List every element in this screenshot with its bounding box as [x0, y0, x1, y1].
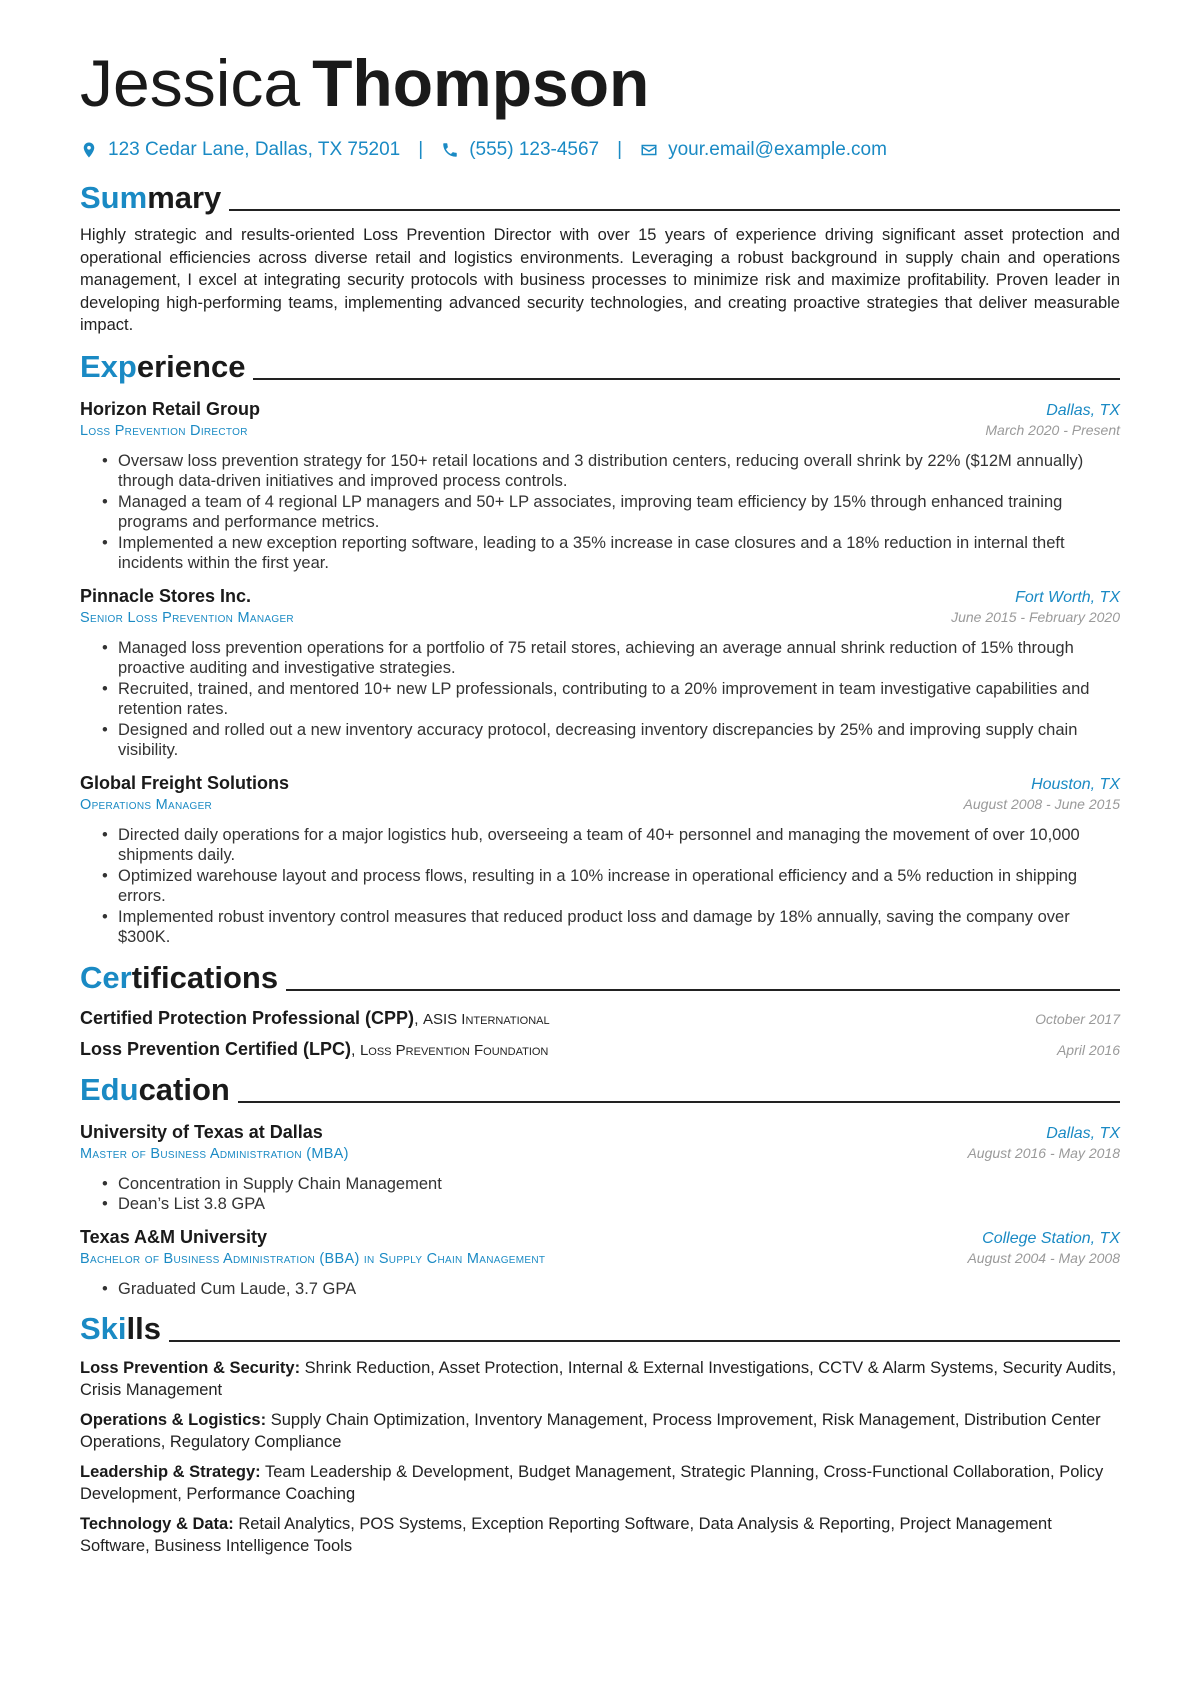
certification-entry: Certified Protection Professional (CPP), ASIS International October 2017	[80, 1007, 1120, 1028]
section-rule	[169, 1340, 1120, 1342]
school-name: Texas A&M University	[80, 1226, 268, 1247]
section-title: Education	[80, 1071, 230, 1107]
employer: Horizon Retail Group	[80, 398, 260, 419]
job-title: Operations Manager	[80, 796, 213, 813]
skill-items: Supply Chain Optimization, Inventory Management, Process Improvement, Risk Management, Distribution Center Operations, Regulatory Compliance	[80, 1411, 1101, 1451]
certification-date: April 2016	[1056, 1041, 1120, 1058]
summary-text: Highly strategic and results-oriented Loss Prevention Director with over 15 years of experience driving significant asset protection and operational efficiencies across diverse retail and logistics environments. Leveraging a robust background in supply chain and operations management, I excel at integrating security protocols with business processes to minimize risk and maximize profitability. Proven leader in developing high-performing teams, implementing advanced security technologies, and creating proactive strategies that deliver measurable impact.	[80, 226, 1120, 334]
school-name: University of Texas at Dallas	[80, 1121, 323, 1142]
list-item: • Managed a team of 4 regional LP managers and 50+ LP associates, improving team efficiency by 15% through enhanced training programs and performance metrics.	[118, 492, 1120, 533]
list-item: • Implemented robust inventory control measures that reduced product loss and damage by 18% annually, saving the company over $300K.	[118, 907, 1120, 948]
skill-items: Retail Analytics, POS Systems, Exception Reporting Software, Data Analysis & Reporting, Project Management Software, Business Intelligence Tools	[80, 1515, 1052, 1555]
section-title: Skills	[80, 1311, 161, 1346]
skill-group	[80, 1461, 1120, 1505]
education-detail-list	[80, 1174, 1120, 1215]
certification-name: Certified Protection Professional (CPP)	[80, 1007, 415, 1028]
experience-heading	[80, 347, 1120, 387]
job-location: Dallas, TX	[1046, 401, 1120, 419]
list-item: • Designed and rolled out a new inventory accuracy protocol, decreasing inventory discrepancies by 25% and improving supply chain visibility.	[118, 720, 1120, 761]
contact-bar	[80, 132, 1120, 168]
experience-entry	[80, 771, 1120, 948]
education-dates: August 2016 - May 2018	[967, 1144, 1120, 1161]
skill-group	[80, 1513, 1120, 1557]
experience-entry	[80, 584, 1120, 761]
degree: Bachelor of Business Administration (BBA) in Supply Chain Management	[80, 1250, 546, 1267]
skill-category: Operations & Logistics:	[80, 1411, 267, 1429]
phone-text: (555) 123-4567	[469, 139, 600, 160]
certification-entry: Loss Prevention Certified (LPC), Loss Prevention Foundation April 2016	[80, 1038, 1120, 1059]
section-rule	[286, 989, 1120, 991]
list-item: • Oversaw loss prevention strategy for 150+ retail locations and 3 distribution centers, reducing overall shrink by 22% ($12M annually) through data-driven initiatives and improved process controls.	[118, 451, 1120, 492]
contact-email[interactable]	[640, 139, 887, 161]
job-title: Senior Loss Prevention Manager	[80, 609, 294, 626]
skill-items: Shrink Reduction, Asset Protection, Internal & External Investigations, CCTV & Alarm Systems, Security Audits, Crisis Management	[80, 1359, 1117, 1399]
contact-address	[80, 139, 400, 161]
list-item: • Managed loss prevention operations for a portfolio of 75 retail stores, achieving an average annual shrink reduction of 15% through proactive auditing and investigative strategies.	[118, 638, 1120, 679]
certification-issuer: Loss Prevention Foundation	[359, 1041, 549, 1059]
job-location: Houston, TX	[1031, 775, 1120, 793]
list-item: • Implemented a new exception reporting software, leading to a 35% increase in case closures and a 18% reduction in internal theft incidents within the first year.	[118, 533, 1120, 574]
job-dates: June 2015 - February 2020	[951, 608, 1120, 625]
map-pin-icon	[80, 141, 98, 159]
employer: Global Freight Solutions	[80, 772, 289, 793]
first-name: Jessica	[80, 46, 301, 120]
section-title: Experience	[80, 348, 246, 384]
skill-items: Team Leadership & Development, Budget Management, Strategic Planning, Cross-Functional Collaboration, Policy Development, Performance Coaching	[80, 1463, 1104, 1503]
resume-page	[80, 40, 1120, 1557]
phone-icon	[441, 141, 459, 159]
skills-heading	[80, 1309, 1120, 1349]
section-title: Summary	[80, 180, 222, 215]
degree: Master of Business Administration (MBA)	[80, 1145, 349, 1162]
list-item: • Optimized warehouse layout and process flows, resulting in a 10% increase in operational efficiency and a 5% reduction in shipping errors.	[118, 866, 1120, 907]
list-item: • Recruited, trained, and mentored 10+ new LP professionals, contributing to a 20% improvement in team investigative capabilities and retention rates.	[118, 679, 1120, 720]
contact-separator: |	[617, 139, 623, 160]
job-dates: August 2008 - June 2015	[963, 795, 1120, 812]
list-item: • Graduated Cum Laude, 3.7 GPA	[118, 1279, 1120, 1300]
job-location: Fort Worth, TX	[1015, 588, 1120, 606]
education-entry	[80, 1225, 1120, 1300]
section-rule	[229, 209, 1120, 211]
employer: Pinnacle Stores Inc.	[80, 585, 252, 606]
achievement-list	[80, 638, 1120, 761]
candidate-name	[80, 40, 1120, 126]
skill-category: Leadership & Strategy:	[80, 1463, 261, 1481]
achievement-list	[80, 825, 1120, 948]
contact-separator: |	[418, 139, 424, 160]
list-item: • Dean’s List 3.8 GPA	[118, 1194, 1120, 1215]
envelope-icon	[640, 141, 658, 159]
education-dates: August 2004 - May 2008	[967, 1249, 1120, 1266]
school-location: Dallas, TX	[1046, 1124, 1120, 1142]
skill-category: Technology & Data:	[80, 1515, 234, 1533]
section-rule	[253, 378, 1120, 380]
achievement-list	[80, 451, 1120, 574]
certification-name: Loss Prevention Certified (LPC)	[80, 1038, 352, 1059]
job-dates: March 2020 - Present	[985, 421, 1120, 438]
contact-phone[interactable]	[441, 139, 599, 161]
email-link[interactable]: your.email@example.com	[668, 139, 887, 160]
certification-date: October 2017	[1035, 1010, 1120, 1027]
job-title: Loss Prevention Director	[80, 422, 248, 439]
certifications-heading	[80, 958, 1120, 998]
experience-entry	[80, 397, 1120, 574]
certification-issuer: ASIS International	[422, 1010, 550, 1028]
list-item: • Directed daily operations for a major logistics hub, overseeing a team of 40+ personnel and managing the movement of over 10,000 shipments daily.	[118, 825, 1120, 866]
education-detail-list	[80, 1279, 1120, 1300]
education-heading	[80, 1070, 1120, 1110]
skill-group	[80, 1409, 1120, 1453]
section-title: Certifications	[80, 959, 279, 995]
last-name: Thompson	[312, 46, 650, 120]
summary-heading	[80, 178, 1120, 218]
section-rule	[238, 1101, 1120, 1103]
school-location: College Station, TX	[982, 1229, 1120, 1247]
list-item: • Concentration in Supply Chain Management	[118, 1174, 1120, 1195]
skill-category: Loss Prevention & Security:	[80, 1359, 301, 1377]
skill-group	[80, 1357, 1120, 1401]
address-text: 123 Cedar Lane, Dallas, TX 75201	[108, 139, 401, 160]
education-entry	[80, 1120, 1120, 1215]
